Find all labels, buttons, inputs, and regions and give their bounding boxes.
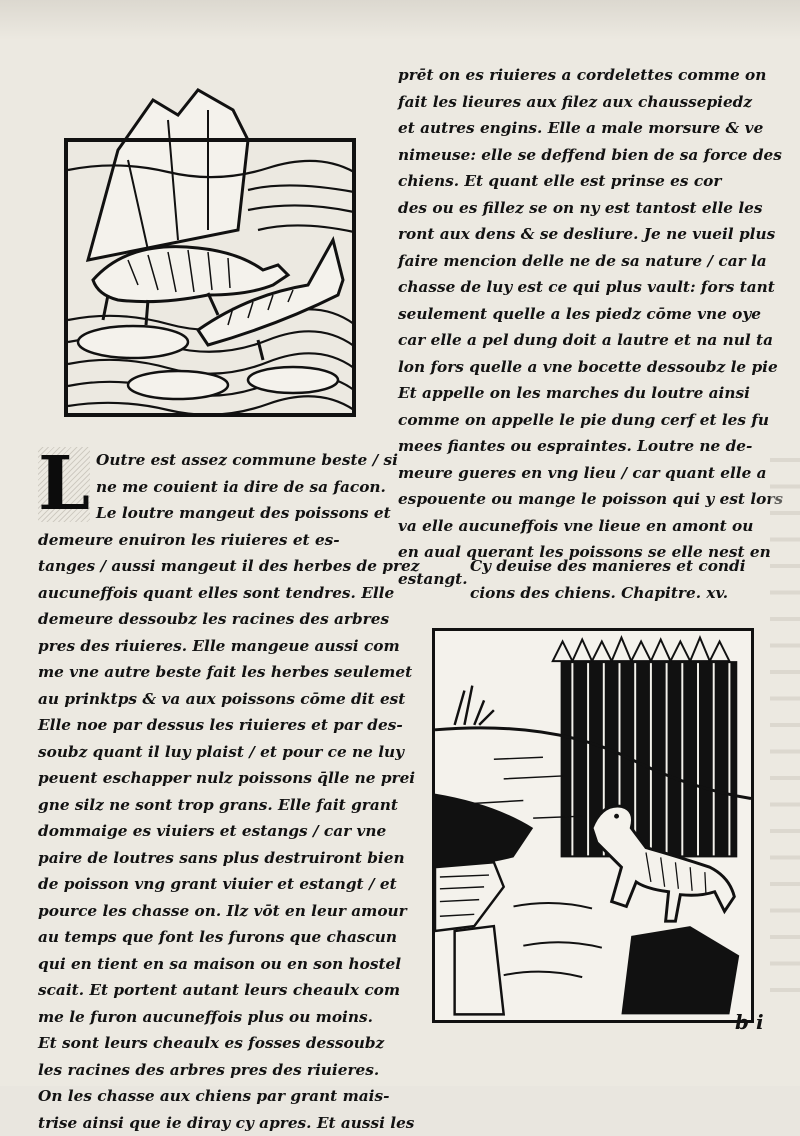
chapter-heading-line: cions des chiens. Chapitre. xv. xyxy=(470,580,770,607)
text-line: faire mencion delle ne de sa nature / car la xyxy=(398,248,768,275)
drop-cap-letter: L xyxy=(38,447,90,522)
text-line: espouente ou mange le poisson qui y est lors xyxy=(398,486,768,513)
text-line: scait. Et portent autant leurs cheaulx com xyxy=(38,977,410,1004)
text-line: qui en tient en sa maison ou en son hostel xyxy=(38,951,410,978)
text-line: prēt on es riuieres a cordelettes comme on xyxy=(398,62,768,89)
text-line: Et appelle on les marches du loutre ainsi xyxy=(398,380,768,407)
right-edge-bleed xyxy=(770,440,800,1000)
text-line: de poisson vng grant viuier et estangt / et xyxy=(38,871,410,898)
text-line: soubz quant il luy plaist / et pour ce ne luy xyxy=(38,739,410,766)
text-line: au temps que font les furons que chascun xyxy=(38,924,410,951)
text-line: chasse de luy est ce qui plus vault: fors tant xyxy=(398,274,768,301)
text-line: pource les chasse on. Ilz vōt en leur amour xyxy=(38,898,410,925)
text-line: peuent eschapper nulz poissons q̄lle ne prei xyxy=(38,765,410,792)
text-line: paire de loutres sans plus destruiront bien xyxy=(38,845,410,872)
text-line: aucuneffois quant elles sont tendres. Elle xyxy=(38,580,410,607)
text-line: et autres engins. Elle a male morsure & ve xyxy=(398,115,768,142)
text-line: pres des riuieres. Elle mangeue aussi com xyxy=(38,633,410,660)
text-line: lon fors quelle a vne bocette dessoubz le pie xyxy=(398,354,768,381)
bleed-through-strip xyxy=(0,0,800,40)
text-line: ne me couient ia dire de sa facon. xyxy=(38,474,410,501)
left-text-column xyxy=(38,447,410,1136)
text-line: va elle aucuneffois vne lieue en amont ou xyxy=(398,513,768,540)
text-line: comme on appelle le pie dung cerf et les fu xyxy=(398,407,768,434)
right-text-column xyxy=(398,62,768,592)
chapter-heading xyxy=(470,553,770,606)
text-line: car elle a pel dung doit a lautre et na nul ta xyxy=(398,327,768,354)
text-line: Et sont leurs cheaulx es fosses dessoubz xyxy=(38,1030,410,1057)
text-line: nimeuse: elle se deffend bien de sa force des xyxy=(398,142,768,169)
text-line: au prinktps & va aux poissons cōme dit est xyxy=(38,686,410,713)
text-line: dommaige es viuiers et estangs / car vne xyxy=(38,818,410,845)
chapter-heading-line: Cy deuise des manieres et condi xyxy=(470,553,770,580)
text-line: les racines des arbres pres des riuieres. xyxy=(38,1057,410,1084)
text-line: ront aux dens & se desliure. Je ne vueil plus xyxy=(398,221,768,248)
text-line: en aual querant les poissons se elle nest en xyxy=(398,539,768,566)
text-line: demeure enuiron les riuieres et es- xyxy=(38,527,410,554)
text-line: tanges / aussi mangeut il des herbes de prez xyxy=(38,553,410,580)
text-line: fait les lieures aux filez aux chaussepiedz xyxy=(398,89,768,116)
text-line: On les chasse aux chiens par grant mais- xyxy=(38,1083,410,1110)
text-line: me vne autre beste fait les herbes seulemet xyxy=(38,659,410,686)
text-line: des ou es fillez se on ny est tantost elle les xyxy=(398,195,768,222)
text-line: meure gueres en vng lieu / car quant elle a xyxy=(398,460,768,487)
text-line: mees fiantes ou espraintes. Loutre ne de- xyxy=(398,433,768,460)
otter-fish-woodcut xyxy=(58,80,358,420)
text-line: me le furon aucuneffois plus ou moins. xyxy=(38,1004,410,1031)
text-line: Le loutre mangeut des poissons et xyxy=(38,500,410,527)
signature-mark: b i xyxy=(735,1010,764,1034)
text-line: seulement quelle a les piedz cōme vne oye xyxy=(398,301,768,328)
text-line: chiens. Et quant elle est prinse es cor xyxy=(398,168,768,195)
text-line: demeure dessoubz les racines des arbres xyxy=(38,606,410,633)
text-line: Outre est assez commune beste / si xyxy=(38,447,410,474)
otter-riverbank-woodcut xyxy=(432,628,754,1023)
text-line: estangt. xyxy=(398,566,768,593)
text-line: trise ainsi que ie diray cy apres. Et aussi les xyxy=(38,1110,410,1136)
text-line: Elle noe par dessus les riuieres et par des- xyxy=(38,712,410,739)
text-line: gne silz ne sont trop grans. Elle fait grant xyxy=(38,792,410,819)
